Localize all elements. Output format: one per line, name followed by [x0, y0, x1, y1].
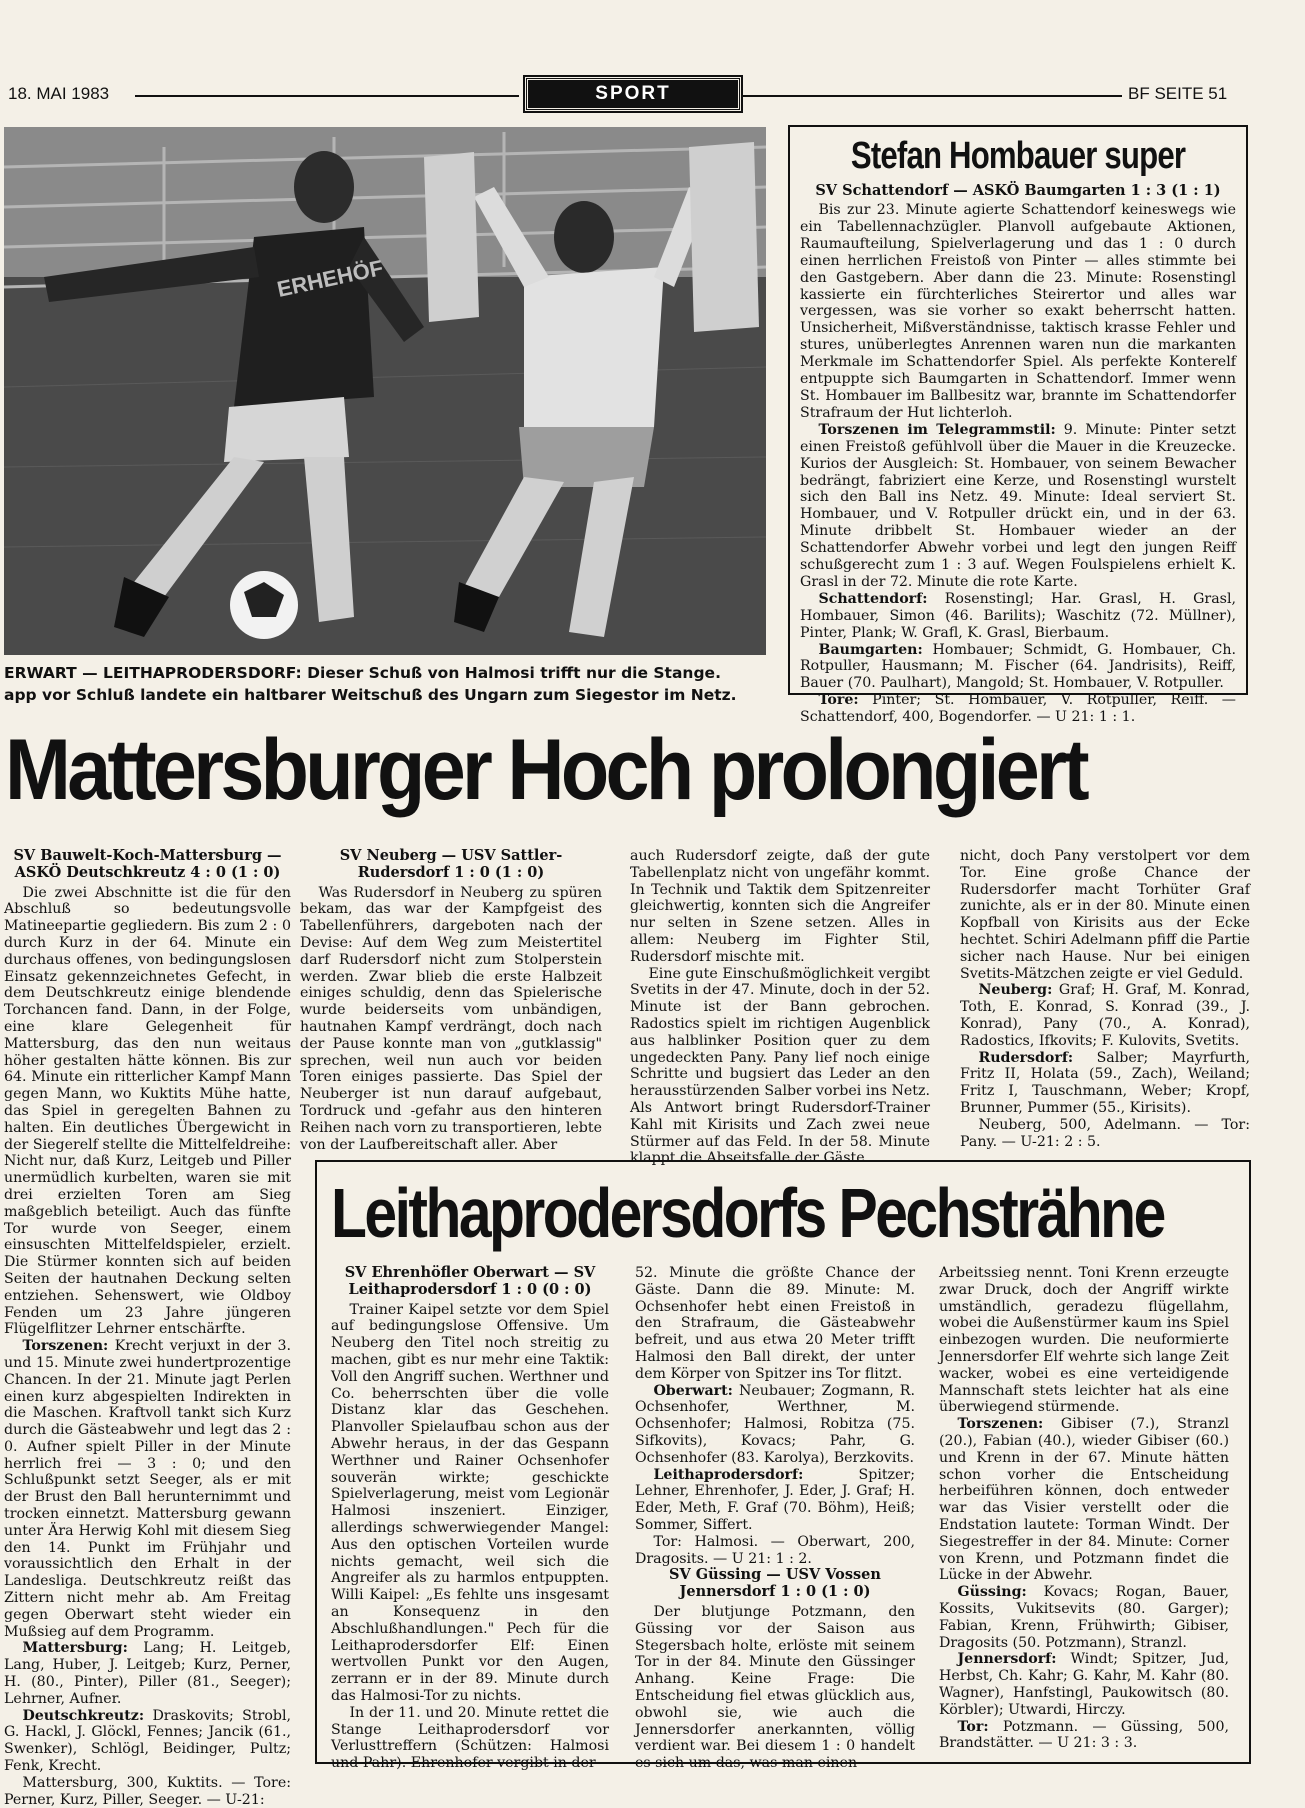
- header-rule-left: [135, 95, 519, 97]
- second-column-2: [635, 1265, 915, 1772]
- article-paragraph: Jennersdorf: Windt; Spitzer, Jud, Herbst, Ch. Kahr; G. Kahr, M. Kahr (80. Wagner), Hanfstingl, Paukowitsch (80. Körbler); Utwardi, Hirczy.: [939, 1651, 1229, 1718]
- main-column-3: [630, 848, 930, 1167]
- sidebar-article: [788, 125, 1248, 726]
- article-paragraph: nicht, doch Pany verstolpert vor dem Tor. Eine große Chance der Rudersdorfer macht Torhüter Graf zunichte, als er in der 80. Minute einen Kopfball von Kirisits aus der Ecke hechtet. Schiri Adelmann pfiff die Partie sicher nach Hause. Nur bei einigen Svetits-Mätzchen zeigte er viel Geduld.: [960, 848, 1251, 982]
- article-paragraph: In der 11. und 20. Minute rettet die Stange Leithaprodersdorf vor Verlusttreffern (Schützen: Halmosi und Pahr). Ehrenhofer vergibt in der: [331, 1704, 609, 1772]
- main-column-1: [4, 847, 291, 1808]
- caption-line-2: app vor Schluß landete ein haltbarer Weitschuß des Ungarn zum Siegestor im Netz.: [4, 686, 737, 704]
- sidebar-paragraph: Baumgarten: Hombauer; Schmidt, G. Hombauer, Ch. Rotpuller, Hausmann; M. Fischer (64. Jandrisits), Reiff, Bauer (70. Paulhart), Mangold; St. Hombauer, V. Rotpuller.: [800, 641, 1236, 692]
- article-paragraph: Oberwart: Neubauer; Zogmann, R. Ochsenhofer, Werthner, M. Ochsenhofer; Halmosi, Robitza (75. Sifkovits), Kovacs; Pahr, G. Ochsenhofer (83. Karolya), Berzkovits.: [635, 1382, 915, 1466]
- main-headline: Mattersburger Hoch prolongiert: [5, 722, 1086, 818]
- page-number: BF SEITE 51: [1128, 84, 1228, 103]
- sidebar-paragraph: Schattendorf: Rosenstingl; Har. Grasl, H. Grasl, Hombauer, Simon (46. Barilits); Waschitz (72. Müllner), Pinter, Plank; W. Grafl, K. Grasl, Bierbaum.: [800, 590, 1236, 641]
- article-paragraph: Der blutjunge Potzmann, den Güssing vor der Saison aus Stegersbach holte, erlöste mit seinem Tor in der 84. Minute den Güssinger Anhang. Keine Frage: Die Entscheidung fiel etwas glücklich aus, obwohl sie, wie auch die Jennersdorfer anerkannten, völlig verdient war. Bei diesem 1 : 0 handelt es sich um das, was man einen: [635, 1603, 915, 1772]
- column-subhead: SV Güssing — USV Vossen Jennersdorf 1 : 0 (1 : 0): [669, 1566, 881, 1601]
- second-article: [315, 1160, 1251, 1772]
- article-paragraph: Tor: Potzmann. — Güssing, 500, Brandstätter. — U 21: 3 : 3.: [939, 1718, 1229, 1752]
- football-scene-illustration: [4, 127, 766, 655]
- main-column-4: [960, 848, 1250, 1148]
- second-headline: Leithaprodersdorfs Pechsträhne: [331, 1174, 1164, 1252]
- main-column-2: [300, 847, 602, 1153]
- article-paragraph: Rudersdorf: Salber; Mayrfurth, Fritz II, Holata (59., Zach), Weiland; Fritz I, Tauschmann, Weber; Kropf, Brunner, Pummer (55., Kirisits).: [960, 1049, 1250, 1116]
- column-subhead: SV Neuberg — USV Sattler-Rudersdorf 1 : 0 (1 : 0): [339, 847, 563, 881]
- second-column-1: [331, 1264, 609, 1772]
- issue-date: 18. MAI 1983: [8, 84, 110, 103]
- article-paragraph: Eine gute Einschußmöglichkeit vergibt Svetits in der 47. Minute, doch in der 52. Minute ist der Bann gebrochen. Radostics spielt im richtigen Augenblick aus halblinker Position quer zu dem ungedeckten Pany. Pany lief noch einige Schritte und bugsiert das Leder an den herausstürzenden Salber vorbei ins Netz. Als Antwort bringt Rudersdorf-Trainer Kahl mit Kirisits und Zach zwei neue Stürmer auf das Feld. In der 58. Minute klappt die Abseitsfalle der Gäste: [630, 965, 930, 1167]
- article-paragraph: auch Rudersdorf zeigte, daß der gute Tabellenplatz nicht von ungefähr kommt. In Technik und Taktik dem Spitzenreiter gleichwertig, konnten sich die Angreifer nur selten in Szene setzen. Alles in allem: Neuberg im Fighter Stil, Rudersdorf mischte mit.: [630, 848, 930, 965]
- article-paragraph: Arbeitssieg nennt. Toni Krenn erzeugte zwar Druck, doch der Angriff wirkte umständlich, geradezu flügellahm, wobei die Außenstürmer kaum ins Spiel einbezogen wurden. Die neuformierte Jennersdorfer Elf wehrte sich lange Zeit wacker, wobei es eine verteidigende Mannschaft stets leichter hat als eine überwiegend stürmende.: [939, 1265, 1229, 1416]
- sidebar-title: Stefan Hombauer super: [850, 135, 1186, 177]
- match-photo: [4, 127, 766, 655]
- article-paragraph: Mattersburg, 300, Kuktits. — Tore: Perner, Kurz, Piller, Seeger. — U-21:: [4, 1774, 291, 1808]
- column-subhead: SV Ehrenhöfler Oberwart — SV Leithaprodersdorf 1 : 0 (0 : 0): [344, 1264, 596, 1298]
- sidebar-paragraph: Tore: Pinter; St. Hombauer, V. Rotpuller, Reiff. — Schattendorf, 400, Bogendorfer. — U 21: 1 : 1.: [800, 692, 1236, 726]
- article-paragraph: Tor: Halmosi. — Oberwart, 200, Dragosits. — U 21: 1 : 2.: [635, 1533, 915, 1567]
- photo-caption: [4, 662, 784, 706]
- article-paragraph: Was Rudersdorf in Neuberg zu spüren bekam, das war der Kampfgeist des Tabellenführers, dargeboten nach der Devise: Auf dem Weg zum Meistertitel darf Rudersdorf nicht zum Stolperstein werden. Zwar blieb die erste Halbzeit einiges schuldig, denn das Spielerische wurde beiderseits vom unbändigen, hautnahen Kampf verdrängt, doch nach der Pause konnte man von „gutklassig" sprechen, weil nun auch vor beiden Toren einiges passierte. Das Spiel der Neuberger ist nun darauf aufgebaut, Tordruck und -gefahr aus den hinteren Reihen nach vorn zu transportieren, lebte von der Laufbereitschaft aller. Aber: [300, 884, 602, 1153]
- sidebar-subhead: SV Schattendorf — ASKÖ Baumgarten 1 : 3 (1 : 1): [815, 182, 1221, 199]
- article-paragraph: Torszenen: Gibiser (7.), Stranzl (20.), Fabian (40.), wieder Gibiser (60.) und Krenn in der 67. Minute hätten schon vorher die Entscheidung herbeiführen können, doch entweder war das Visier verstellt oder die Endstation lautete: Torman Windt. Der Siegestreffer in der 84. Minute: Corner von Krenn, und Potzmann findet die Lücke in der Abwehr.: [939, 1416, 1229, 1584]
- section-label: SPORT: [525, 77, 741, 111]
- article-paragraph: Neuberg, 500, Adelmann. — Tor: Pany. — U-21: 2 : 5.: [960, 1116, 1250, 1150]
- article-paragraph: Güssing: Kovacs; Rogan, Bauer, Kossits, Vukitsevits (80. Garger); Fabian, Krenn, Frühwirth; Gibiser, Dragosits (50. Potzmann), Stranzl.: [939, 1584, 1229, 1651]
- svg-text:ERHEHÖF: ERHEHÖF: [274, 255, 386, 302]
- sidebar-paragraph: Torszenen im Telegrammstil: 9. Minute: Pinter setzt einen Freistoß gefühlvoll über die Mauer in die Kreuzecke. Kurios der Ausgleich: St. Hombauer, von seinem Bewacher bedrängt, fabriziert eine Kerze, und Rosenstingl wurstelt sich den Ball ins Netz. 49. Minute: Ideal serviert St. Hombauer, und V. Rotpuller drückt ein, und in der 63. Minute dribbelt St. Hombauer wieder an der Schattendorfer Abwehr vorbei und legt den jungen Reiff schußgerecht zum 1 : 3 auf. Wegen Foulspielens erhielt K. Grasl in der 72. Minute die rote Karte.: [800, 421, 1237, 590]
- article-paragraph: Torszenen: Krecht verjuxt in der 3. und 15. Minute zwei hundertprozentige Chancen. In der 21. Minute jagt Perlen einen kurz abgespielten Indirekten in die Maschen. Kraftvoll tankt sich Kurz durch die Gästeabwehr und legt das 2 : 0. Aufner spielt Piller in der Minute herrlich frei — 3 : 0; und den Schlußpunkt setzt Seeger, als er mit der Brust den Ball herunternimmt und trocken einnetzt. Mattersburg gewann unter Ära Herwig Kohl mit diesem Sieg den 14. Punkt im Frühjahr und voraussichtlich den Erhalt in der Landesliga. Deutschkreutz reißt das Zittern nicht mehr ab. Am Freitag gegen Oberwart steht wieder ein Mußsieg auf dem Programm.: [4, 1338, 291, 1640]
- article-paragraph: 52. Minute die größte Chance der Gäste. Dann die 89. Minute: M. Ochsenhofer hebt einen Freistoß in den Strafraum, die Gästeabwehr befreit, und aus etwa 20 Meter trifft Halmosi den Ball direkt, der unter dem Körper von Spitzer ins Tor flitzt.: [635, 1265, 915, 1382]
- article-paragraph: Deutschkreutz: Draskovits; Strobl, G. Hackl, J. Glöckl, Fennes; Jancik (61., Swenker), Schlögl, Beidinger, Pultz; Fenk, Krecht.: [4, 1707, 291, 1775]
- sidebar-paragraph: Bis zur 23. Minute agierte Schattendorf keineswegs wie ein Tabellennachzügler. Planvoll aufgebaute Aktionen, Raumaufteilung, Spielverlagerung und das 1 : 0 durch einen herrlichen Freistoß von Pinter — alles stimmte bei den Gastgebern. Aber dann die 23. Minute: Rosenstingl kassierte ein fürchterliches Steirertor und alles war vergessen, was sie vorher so exakt beherrscht hatten. Unsicherheit, Mißverständnisse, taktisch krasse Fehler und stures, unüberlegtes Anrennen waren nun die markanten Merkmale im Schattendorfer Spiel. Als perfekte Konterelf entpuppte sich Baumgarten in Schattendorf. Immer wenn St. Hombauer im Ballbesitz war, brannte im Schattendorfer Strafraum der Hut lichterloh.: [800, 202, 1236, 421]
- header-rule-right: [742, 95, 1122, 97]
- article-paragraph: Neuberg: Graf; H. Graf, M. Konrad, Toth, E. Konrad, S. Konrad (39., J. Konrad), Pany (70., A. Konrad), Radostics, Ifkovits; F. Kulovits, Svetits.: [960, 982, 1250, 1049]
- article-paragraph: Mattersburg: Lang; H. Leitgeb, Lang, Huber, J. Leitgeb; Kurz, Perner, H. (80., Pinter), Piller (81., Seeger); Lehrner, Aufner.: [4, 1640, 291, 1707]
- article-paragraph: Die zwei Abschnitte ist die für den Abschluß so bedeutungsvolle Matineepartie gegliedern. Bis zum 2 : 0 durch Kurz in der 64. Minute ein durchaus offenes, von bedingungslosen Einsatz gekennzeichnetes Gefecht, in dem Deutschkreutz einige blendende Torchancen fand. Dann, in der Folge, eine klare Gelegenheit für Mattersburg, das den nun weitaus höher gestalten hätte können. Bis zur 64. Minute ein ritterlicher Kampf Mann gegen Mann, wo Kuktits Mühe hatte, das Spiel in geregelten Bahnen zu halten. Ein deutliches Übergewicht in der Siegerelf stellte die Mittelfeldreihe: Nicht nur, daß Kurz, Leitgeb und Piller unermüdlich kurbelten, waren sie mit drei erzielten Toren am Sieg maßgeblich beteiligt. Auch das fünfte Tor wurde von Seeger, einem einsuschten Mittelfeldspieler, erzielt. Die Stürmer konnten sich auf beiden Seiten der hautnahen Deckung selten entziehen. Sehenswert, wie Oldboy Fenden um 23 Jahre jüngeren Flügelflitzer Lehrner entschärfte.: [4, 884, 291, 1338]
- article-paragraph: Leithaprodersdorf: Spitzer; Lehner, Ehrenhofer, J. Eder, J. Graf; H. Eder, Meth, F. Graf (70. Böhm), Heiß; Sommer, Siffert.: [635, 1466, 915, 1533]
- column-subhead: SV Bauwelt-Koch-Mattersburg — ASKÖ Deutschkreutz 4 : 0 (1 : 0): [13, 847, 282, 881]
- caption-line-1: ERWART — LEITHAPRODERSDORF: Dieser Schuß von Halmosi trifft nur die Stange.: [4, 664, 721, 682]
- sidebar-body: [800, 202, 1236, 726]
- second-column-3: [939, 1265, 1229, 1755]
- article-paragraph: Trainer Kaipel setzte vor dem Spiel auf bedingungslose Offensive. Um Neuberg den Titel noch streitig zu machen, gibt es nur mehr eine Taktik: Voll den Angriff suchen. Werthner und Co. beherrschten über die volle Distanz klar das Geschehen. Planvoller Spielaufbau schon aus der Abwehr heraus, in der das Gespann Werthner und Rainer Ochsenhofer souverän wirkte; geschickte Spielverlagerung, meist vom Legionär Halmosi inszeniert. Einziger, allerdings schwerwiegender Mangel: Aus den optischen Vorteilen wurde nichts gemacht, weil sich die Angreifer als zu harmlos entpuppten. Willi Kaipel: „Es fehlte uns insgesamt an Konsequenz in den Abschlußhandlungen." Pech für die Leithaprodersdorfer Elf: Einen wertvollen Punkt vor den Augen, zerrann er in der 89. Minute durch das Halmosi-Tor zu nichts.: [331, 1301, 609, 1704]
